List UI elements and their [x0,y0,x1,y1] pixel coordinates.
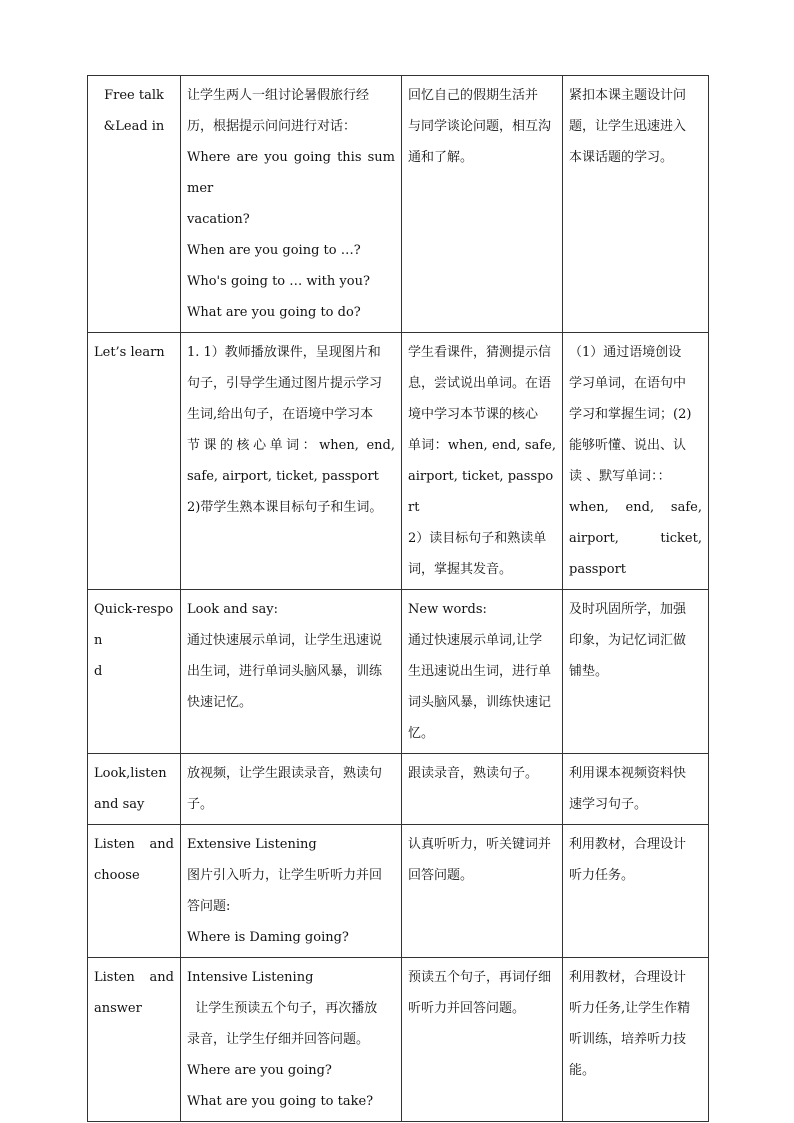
text-line: 听力任务。 [569,868,635,883]
text-line: Where are you going? [187,1063,332,1078]
text-line: 利用课本视频资料快 [569,766,687,781]
stage-cell [88,76,181,333]
text-line: 回答问题。 [408,868,474,883]
text-line: 听听力并回答问题。 [408,1001,526,1016]
stage-line: &Lead in [103,119,165,134]
text-line: When are you going to …? [187,243,361,258]
text-line: 通过快速展示单词，让学生迅速说 [187,633,383,648]
text-line: 句子，引导学生通过图片提示学习 [187,376,383,391]
text-line: Where are you going this summer [187,150,395,196]
teacher-activity-cell [181,825,402,958]
stage-line: Let’s learn [94,345,165,360]
text-line: 子。 [187,797,214,812]
text-line: 题，让学生迅速进入 [569,119,687,134]
stage-line: answer [94,1001,142,1016]
text-line: （1）通过语境创设 [569,345,682,360]
text-line: 2）读目标句子和熟读单 [408,531,547,546]
teacher-activity-cell [181,333,402,590]
student-activity-cell [402,76,563,333]
text-line: What are you going to do? [187,305,361,320]
text-line: Extensive Listening [187,837,317,852]
text-line: 1. 1）教师播放课件，呈现图片和 [187,345,381,360]
stage-line: Quick-respon [94,602,174,648]
text-line: 铺垫。 [569,664,609,679]
text-line: Who's going to … with you? [187,274,370,289]
text-line: 听力任务,让学生作精 [569,1001,691,1016]
text-line: 让学生预读五个句子，再次播放 [187,1001,378,1016]
stage-line: d [94,664,103,679]
text-line: 生词,给出句子，在语境中学习本 [187,407,374,422]
text-line: 印象，为记忆词汇做 [569,633,687,648]
text-line: 学生看课件，猜测提示信 [408,345,552,360]
student-activity-cell [402,590,563,754]
text-line: 词，掌握其发音。 [408,562,513,577]
text-line: 利用教材，合理设计 [569,970,687,985]
text-line: vacation? [187,212,250,227]
table-row [88,958,709,1122]
text-line: Look and say: [187,602,279,617]
text-line: 境中学习本节课的核心 [408,407,539,422]
text-line: 及时巩固所学，加强 [569,602,687,617]
stage-line: and say [94,797,145,812]
text-line: 2)带学生熟本课目标句子和生词。 [187,500,383,515]
text-line: 速学习句子。 [569,797,648,812]
text-line: 学习和掌握生词；(2) [569,407,692,422]
text-line: 学习单词，在语句中 [569,376,687,391]
stage-cell [88,958,181,1122]
stage-cell [88,825,181,958]
text-line: 单词：when, end, safe, [408,438,556,453]
text-line: 预读五个句子，再词仔细 [408,970,552,985]
text-line: airport, ticket, passport [408,469,554,515]
text-line: New words: [408,602,487,617]
stage-line: Look,listen [94,766,167,781]
text-line: when, end, safe, [569,500,702,515]
stage-line: Free talk [104,88,164,103]
stage-cell [88,333,181,590]
text-line: 紧扣本课主题设计问 [569,88,687,103]
purpose-cell [563,590,709,754]
text-line: 通过快速展示单词,让学 [408,633,543,648]
text-line: 词头脑风暴，训练快速记 [408,695,552,710]
text-line: 历，根据提示问问进行对话： [187,119,357,134]
teacher-activity-cell [181,76,402,333]
text-line: 通和了解。 [408,150,474,165]
purpose-cell [563,76,709,333]
stage-line: Listen and [94,837,174,852]
text-line: 与同学谈论问题，相互沟 [408,119,552,134]
stage-cell [88,590,181,754]
text-line: 回忆自己的假期生活并 [408,88,539,103]
text-line: 节课的核心单词：when, end, [187,438,395,453]
text-line: 录音，让学生仔细并回答问题。 [187,1032,370,1047]
student-activity-cell [402,333,563,590]
text-line: 息，尝试说出单词。在语 [408,376,552,391]
table-row [88,825,709,958]
table-row [88,590,709,754]
text-line: 图片引入听力，让学生听听力并回 [187,868,383,883]
text-line: 能。 [569,1063,596,1078]
stage-line: choose [94,868,140,883]
text-line: 答问题: [187,899,231,914]
text-line: 能够听懂、说出、认 [569,438,687,453]
teacher-activity-cell [181,958,402,1122]
text-line: airport, ticket, [569,531,702,546]
text-line: 快速记忆。 [187,695,253,710]
table-row [88,333,709,590]
purpose-cell [563,958,709,1122]
text-line: 忆。 [408,726,435,741]
purpose-cell [563,825,709,958]
table-row [88,76,709,333]
text-line: 让学生两人一组讨论暑假旅行经 [187,88,370,103]
text-line: 本课话题的学习。 [569,150,674,165]
text-line: safe, airport, ticket, passport [187,469,379,484]
text-line: 利用教材，合理设计 [569,837,687,852]
text-line: 听训练，培养听力技 [569,1032,687,1047]
table-row [88,754,709,825]
text-line: Intensive Listening [187,970,314,985]
text-line: 读 、默写单词：： [569,469,671,484]
purpose-cell [563,754,709,825]
text-line: Where is Daming going? [187,930,349,945]
text-line: 生迅速说出生词，进行单 [408,664,552,679]
student-activity-cell [402,825,563,958]
text-line: 放视频，让学生跟读录音，熟读句 [187,766,383,781]
teacher-activity-cell [181,754,402,825]
student-activity-cell [402,958,563,1122]
text-line: passport [569,562,627,577]
teacher-activity-cell [181,590,402,754]
text-line: 认真听听力，听关键词并 [408,837,552,852]
text-line: 跟读录音，熟读句子。 [408,766,539,781]
text-line: What are you going to take? [187,1094,374,1109]
lesson-plan-table [87,75,709,1122]
text-line: 出生词，进行单词头脑风暴，训练 [187,664,383,679]
student-activity-cell [402,754,563,825]
stage-cell [88,754,181,825]
purpose-cell [563,333,709,590]
stage-line: Listen and [94,970,174,985]
